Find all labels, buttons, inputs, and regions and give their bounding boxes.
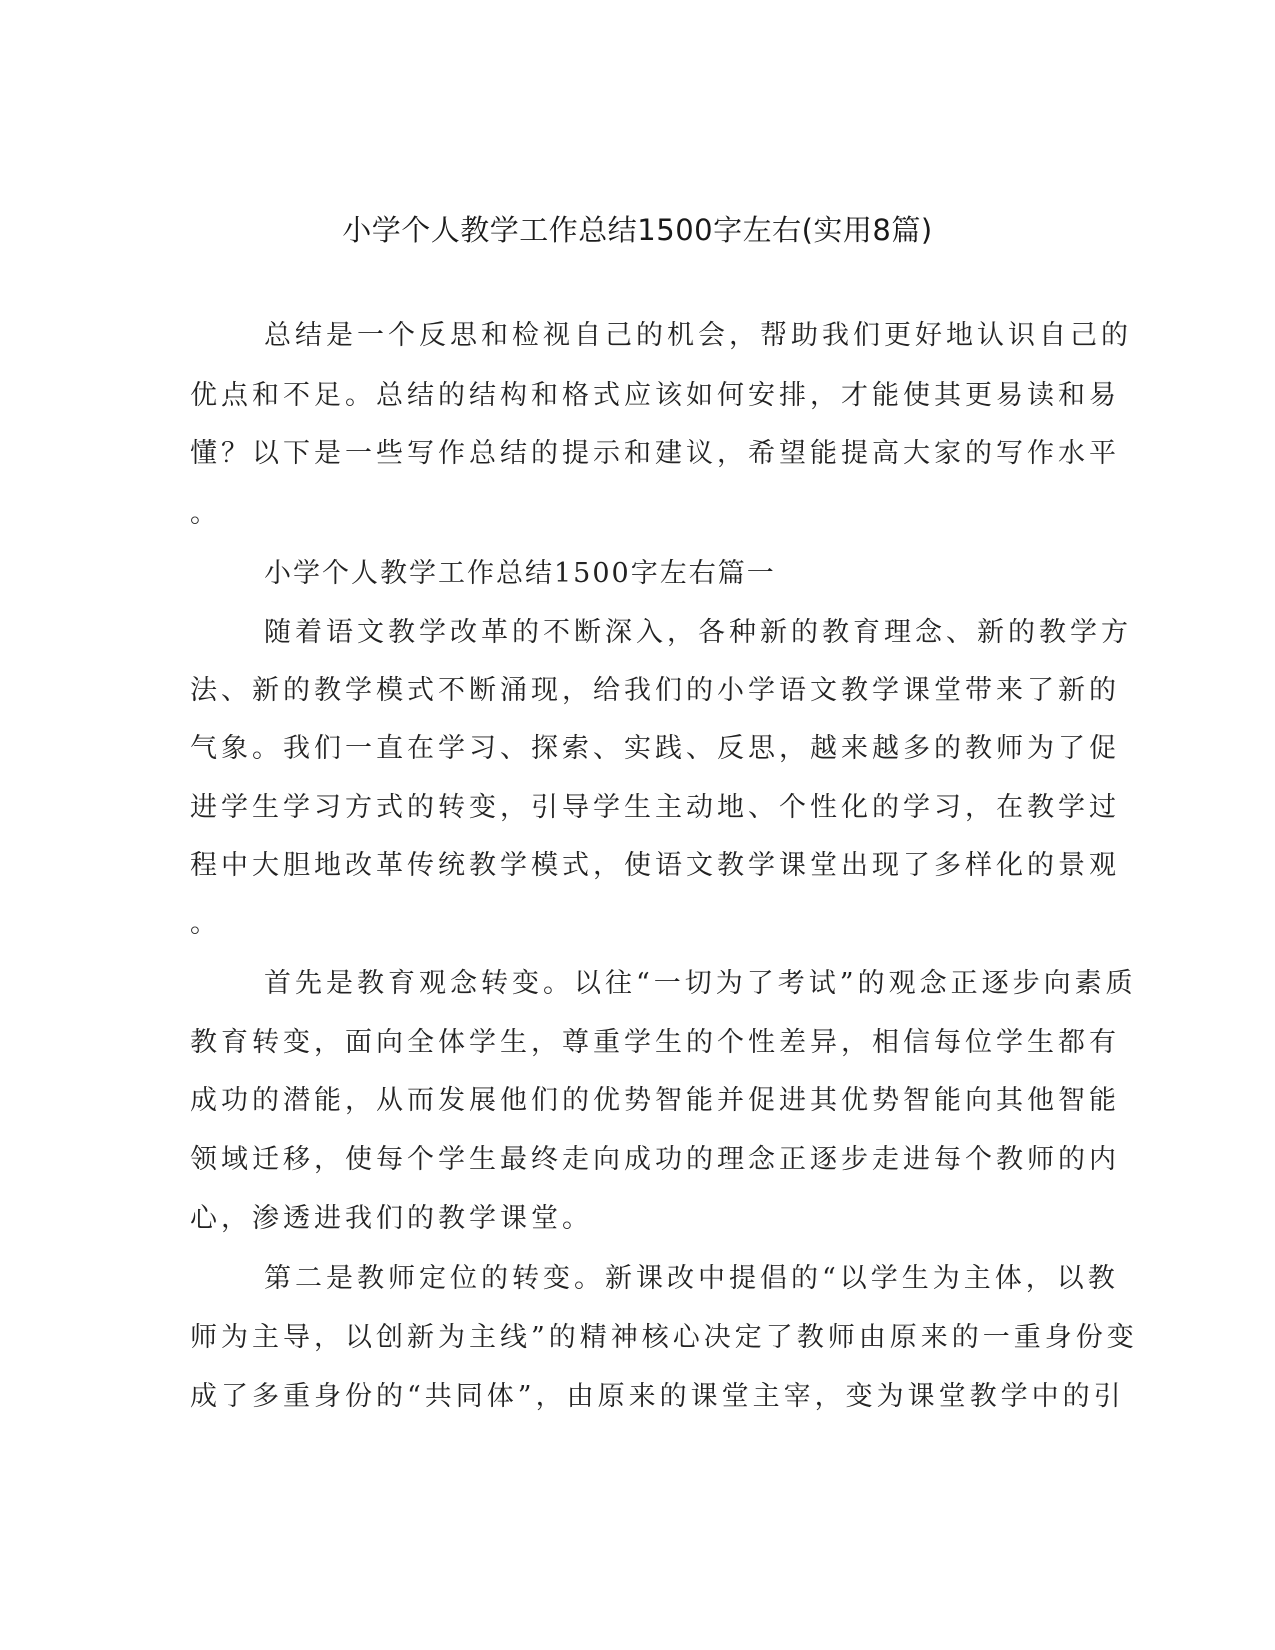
paragraph-line: 首先是教育观念转变。以往“一切为了考试”的观念正逐步向素质 [264,968,1137,999]
paragraph-line: 优点和不足。总结的结构和格式应该如何安排，才能使其更易读和易 [190,380,1120,411]
paragraph-line: 气象。我们一直在学习、探索、实践、反思，越来越多的教师为了促 [190,733,1120,764]
document-title: 小学个人教学工作总结1500字左右(实用8篇) [342,213,933,247]
paragraph-line: 进学生学习方式的转变，引导学生主动地、个性化的学习，在教学过 [190,792,1120,823]
paragraph-line: 教育转变，面向全体学生，尊重学生的个性差异，相信每位学生都有 [190,1027,1120,1058]
paragraph-line: 心，渗透进我们的教学课堂。 [190,1203,593,1234]
section-heading: 小学个人教学工作总结1500字左右篇一 [264,558,776,589]
paragraph-line: 总结是一个反思和检视自己的机会，帮助我们更好地认识自己的 [264,320,1132,351]
paragraph-line: 程中大胆地改革传统教学模式，使语文教学课堂出现了多样化的景观 [190,850,1120,881]
paragraph-line: 法、新的教学模式不断涌现，给我们的小学语文教学课堂带来了新的 [190,675,1120,706]
paragraph-line: 随着语文教学改革的不断深入，各种新的教育理念、新的教学方 [264,617,1132,648]
paragraph-line: 成功的潜能，从而发展他们的优势智能并促进其优势智能向其他智能 [190,1085,1120,1116]
paragraph-line: 。 [190,498,221,529]
paragraph-line: 。 [190,908,221,939]
paragraph-line: 师为主导，以创新为主线”的精神核心决定了教师由原来的一重身份变 [190,1322,1138,1353]
paragraph-line: 第二是教师定位的转变。新课改中提倡的“以学生为主体，以教 [264,1263,1119,1294]
paragraph-line: 领域迁移，使每个学生最终走向成功的理念正逐步走进每个教师的内 [190,1144,1120,1175]
paragraph-line: 成了多重身份的“共同体”，由原来的课堂主宰，变为课堂教学中的引 [190,1381,1125,1412]
paragraph-line: 懂？以下是一些写作总结的提示和建议，希望能提高大家的写作水平 [190,438,1120,469]
